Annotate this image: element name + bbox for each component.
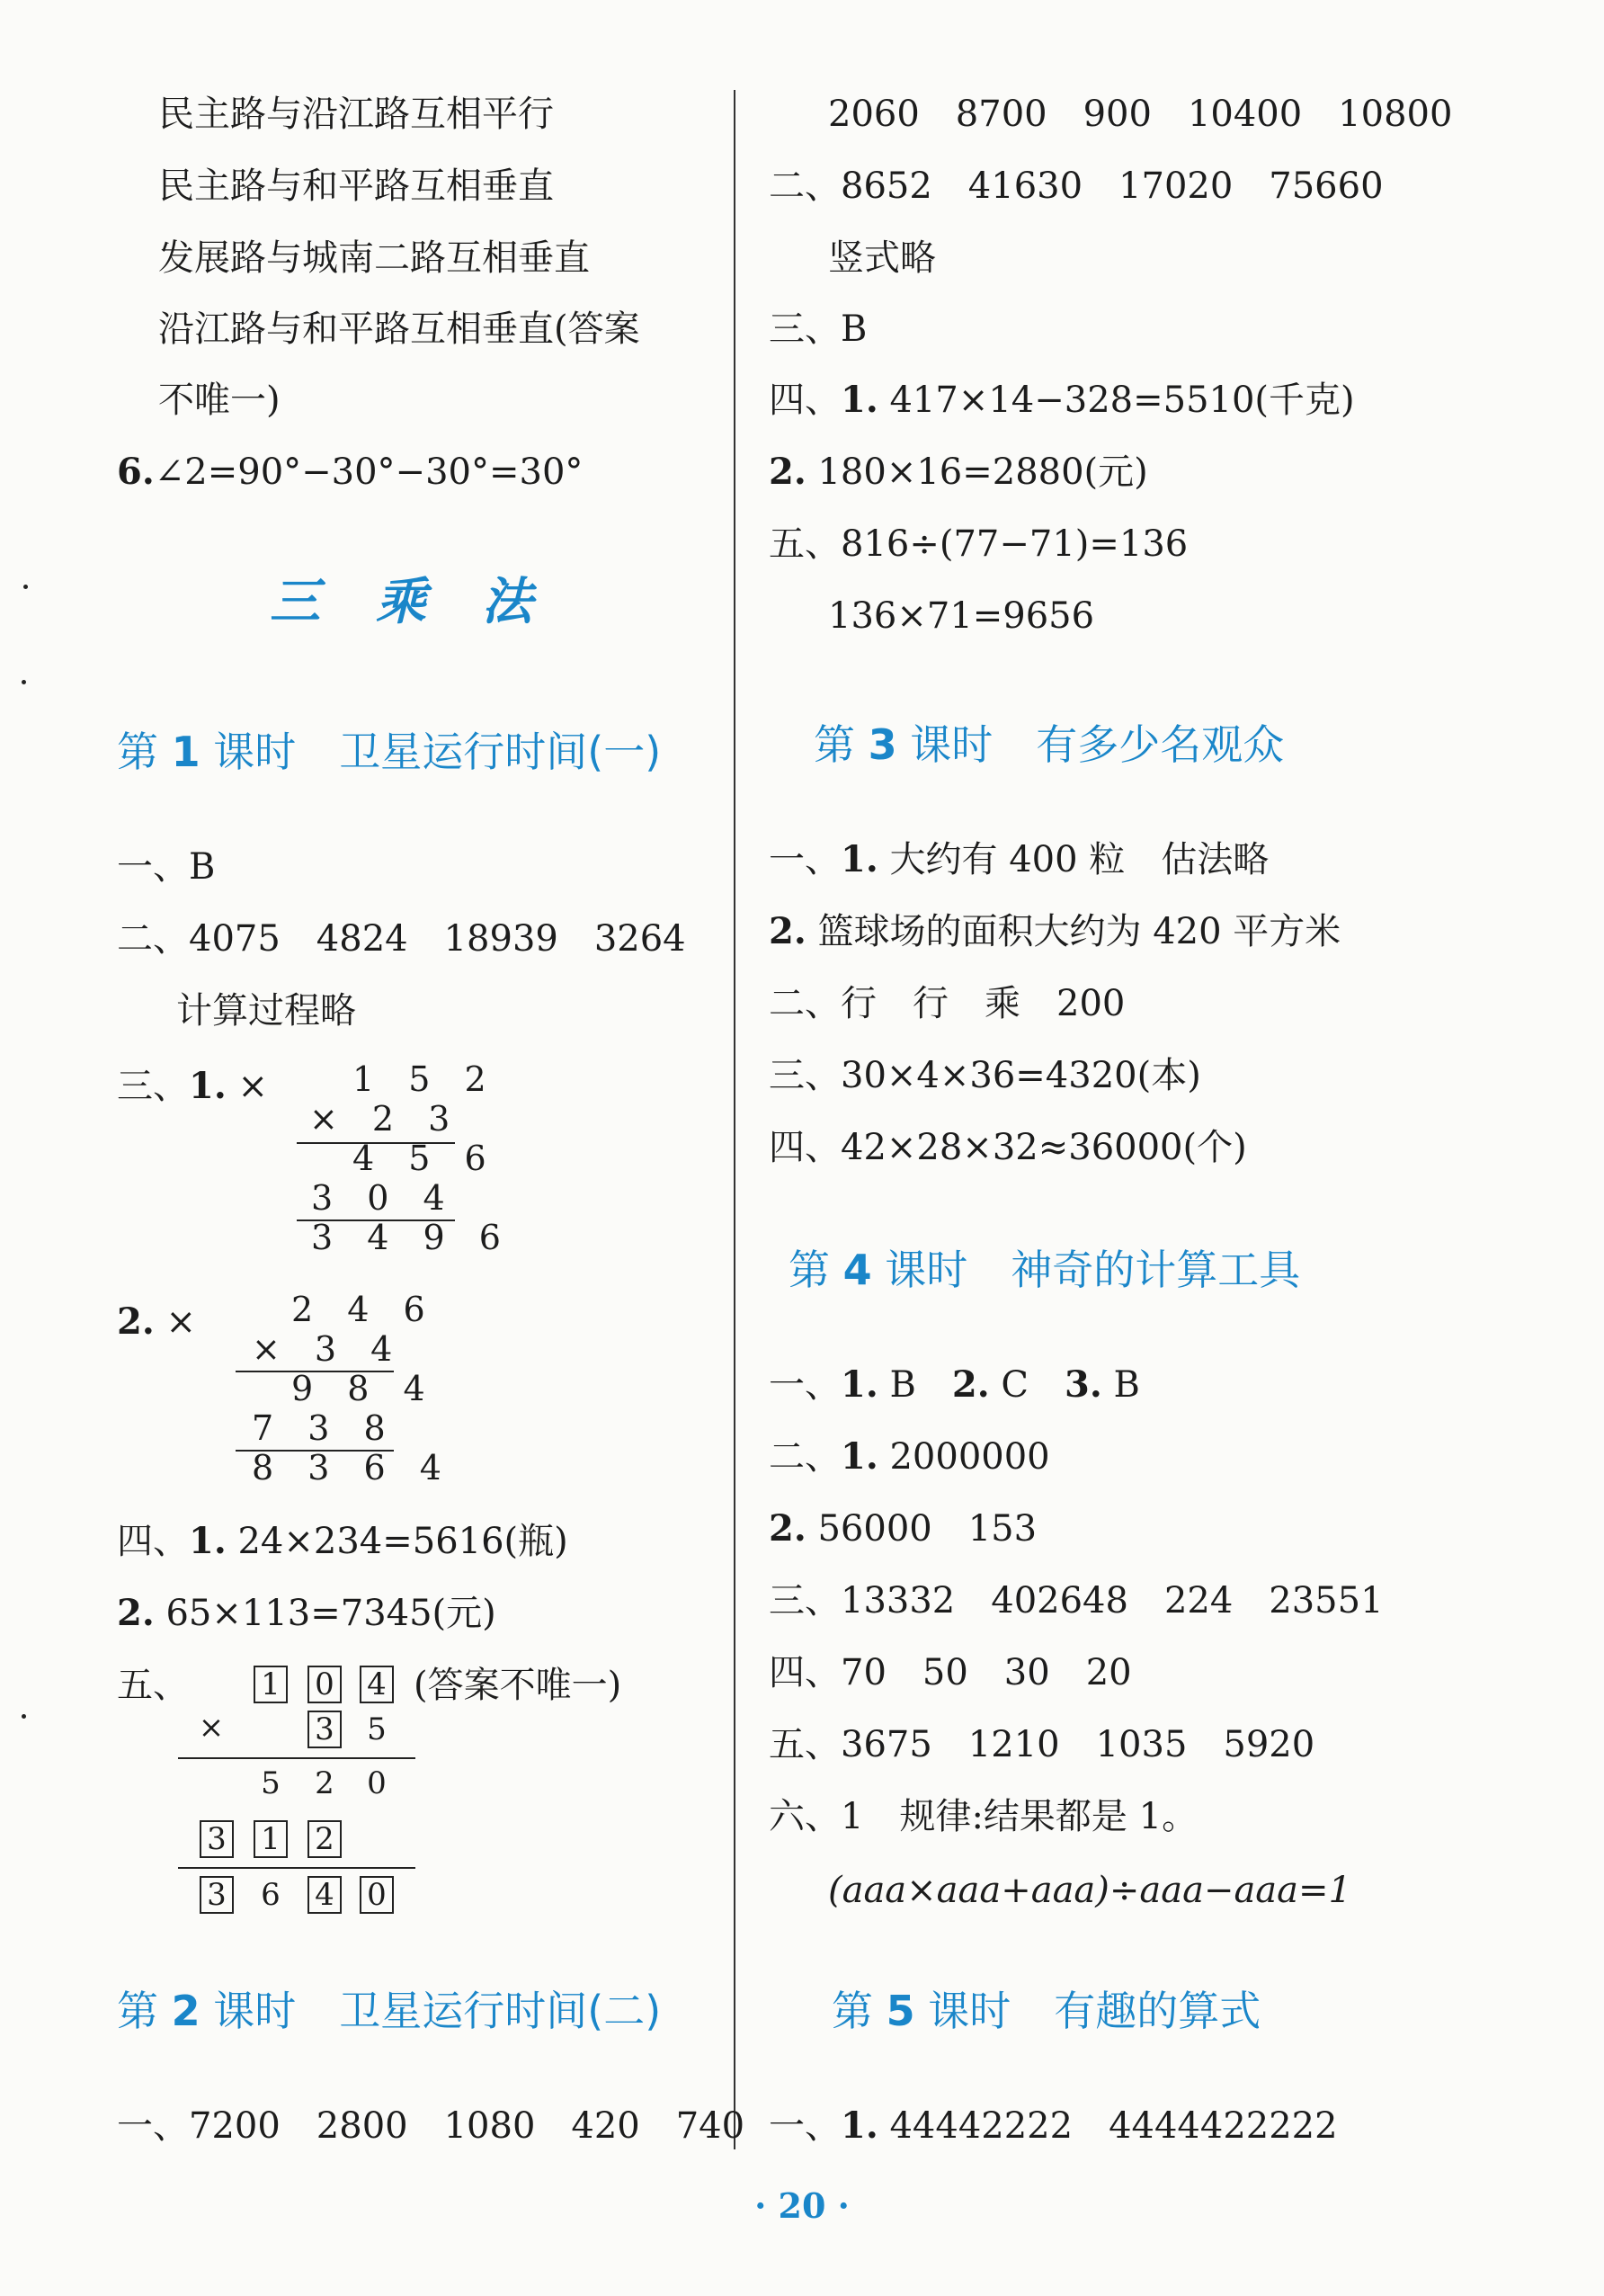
vm-row: 2 4 6 [291,1290,437,1329]
digit: 2 [315,1765,334,1801]
lesson-1-heading [117,719,661,779]
digit-box: 2 [307,1820,342,1858]
lesson-2-heading [117,1979,661,2038]
question-number: 1. [189,1065,227,1107]
answer-line: 二、4075 4824 18939 3264 [117,918,686,960]
question-4-1 [117,1516,568,1567]
question-5-prefix: 五、 [117,1665,189,1706]
cross-mark: × [237,1066,268,1107]
answer-text: 417×14−328=5510(千克) [889,380,1355,421]
column-divider [734,90,735,2149]
question-number: 2. [769,451,806,493]
answer-text: C [1001,1364,1029,1406]
question-2-2 [769,1504,1037,1554]
question-1-1 [769,2101,1338,2151]
lesson-number: 1 [171,728,200,776]
vm-row: 3 0 4 [311,1178,457,1218]
lesson-label: 课时 [910,720,994,769]
lesson-label: 第 [117,1987,158,2035]
question-prefix: 二、 [769,1436,841,1478]
question-number: 1. [841,2104,878,2147]
lesson-title: 有趣的算式 [1054,1987,1261,2035]
vm-row: 1 5 2 [352,1059,498,1099]
question-2-1 [769,1432,1050,1482]
answer-text: 2000000 [889,1436,1050,1478]
question-1 [769,1360,1140,1410]
lesson-5-heading [832,1979,1261,2038]
question-4-2 [769,447,1148,497]
answer-line: 竖式略 [828,237,936,279]
lesson-4-heading [789,1237,1300,1297]
cross-mark: × [165,1301,196,1343]
chapter-title: 三乘法 [270,572,588,631]
answer-line: 三、B [769,308,868,350]
vm-row: 3 4 9 6 [311,1218,512,1257]
vm-rule [178,1867,415,1869]
answer-text: 180×16=2880(元) [817,451,1148,493]
answer-line: 一、B [117,846,216,888]
digit-box: 1 [254,1820,288,1858]
digit-box: 3 [200,1876,234,1914]
page-number: · 20 · [754,2185,850,2226]
vm-row: 9 8 4 [291,1369,437,1408]
question-number: 2. [769,1507,806,1550]
question-6 [117,447,583,497]
scan-speck [22,1714,26,1719]
digit-box: 3 [307,1711,342,1748]
vm-rule [178,1757,415,1759]
lesson-3-heading [814,712,1284,772]
lesson-label: 课时 [213,1987,297,2035]
question-number: 2. [117,1592,155,1634]
lesson-label: 课时 [928,1987,1011,2035]
lesson-label: 第 [789,1246,830,1294]
answer-text: 篮球场的面积大约为 420 平方米 [817,911,1341,952]
digit-box: 4 [360,1666,394,1703]
digit-box: 1 [254,1666,288,1703]
answer-text: B [1113,1364,1140,1406]
question-prefix: 一、 [769,839,841,880]
question-number: 2. [951,1363,990,1406]
answer-line: 136×71=9656 [828,595,1095,637]
question-3-2 [117,1297,196,1347]
answer-text: ∠2=90°−30°−30°=30° [154,451,584,493]
question-1-1 [769,835,1269,885]
lesson-number: 4 [842,1246,872,1294]
lesson-label: 第 [832,1987,873,2035]
answer-text: 大约有 400 粒 估法略 [889,839,1270,880]
question-number: 6. [117,451,155,493]
times-sign: × [198,1710,225,1746]
digit: 5 [261,1765,281,1801]
question-prefix: 四、 [769,380,841,421]
lesson-number: 3 [868,720,897,769]
vm-row: 8 3 6 4 [252,1448,453,1487]
lesson-label: 第 [814,720,855,769]
answer-line: 计算过程略 [176,990,356,1032]
question-prefix: 四、 [117,1521,189,1562]
answer-line: 民主路与沿江路互相平行 [158,94,554,135]
question-number: 1. [841,838,878,880]
lesson-label: 课时 [885,1246,968,1294]
answer-line: 五、816÷(77−71)=136 [769,523,1189,565]
answer-line: 沿江路与和平路互相垂直(答案 [158,308,640,350]
lesson-label: 课时 [213,728,297,776]
answer-line: 三、30×4×36=4320(本) [769,1055,1201,1096]
question-number: 1. [841,1363,878,1406]
vm-row: 4 5 6 [352,1139,498,1178]
question-number: 2. [769,910,806,952]
vm-row: × 3 4 [252,1329,405,1369]
scan-speck [23,585,28,589]
question-prefix: 三、 [117,1066,189,1107]
digit: 0 [367,1765,387,1801]
question-number: 1. [841,1435,878,1478]
answer-line: 五、3675 1210 1035 5920 [769,1724,1315,1765]
answer-line: 三、13332 402648 224 23551 [769,1580,1384,1621]
answer-text: B [889,1364,916,1406]
answer-line: 四、70 50 30 20 [769,1652,1132,1693]
lesson-title: 卫星运行时间(二) [339,1987,662,2035]
lesson-title: 神奇的计算工具 [1011,1246,1301,1294]
digit-box: 3 [200,1820,234,1858]
answer-line: 二、8652 41630 17020 75660 [769,165,1384,207]
lesson-label: 第 [117,728,158,776]
answer-text: 56000 153 [817,1508,1038,1550]
answer-line: 四、42×28×32≈36000(个) [769,1127,1247,1168]
question-number: 3. [1064,1363,1102,1406]
digit-box: 4 [307,1876,342,1914]
lesson-title: 有多少名观众 [1036,720,1285,769]
question-1-2 [769,907,1341,957]
answer-note: (答案不唯一) [414,1665,622,1706]
answer-text: 24×234=5616(瓶) [237,1521,568,1562]
answer-line: 发展路与城南二路互相垂直 [158,237,590,279]
answer-formula: (aaa×aaa+aaa)÷aaa−aaa=1 [828,1870,1351,1911]
digit: 5 [367,1711,387,1747]
digit: 6 [261,1877,281,1913]
question-prefix: 一、 [769,1364,841,1406]
answer-text: 44442222 4444422222 [889,2105,1338,2147]
answer-line: 六、1 规律:结果都是 1。 [769,1796,1199,1837]
vm-row: × 2 3 [309,1099,462,1139]
scan-speck [22,680,26,684]
answer-line: 二、行 行 乘 200 [769,983,1126,1024]
lesson-number: 2 [171,1987,200,2035]
answer-text: 65×113=7345(元) [165,1593,496,1634]
answer-line: 民主路与和平路互相垂直 [158,165,554,207]
lesson-number: 5 [886,1987,915,2035]
question-prefix: 一、 [769,2105,841,2147]
digit-box: 0 [307,1666,342,1703]
question-4-2 [117,1588,496,1639]
answer-line: 不唯一) [158,380,281,421]
lesson-title: 卫星运行时间(一) [339,728,662,776]
question-number: 2. [117,1300,155,1343]
question-number: 1. [189,1520,227,1562]
answer-line: 一、7200 2800 1080 420 740 [117,2105,745,2147]
vm-row: 7 3 8 [252,1408,397,1448]
question-3-1 [117,1061,268,1112]
question-number: 1. [841,379,878,421]
question-4-1 [769,375,1355,425]
digit-box: 0 [360,1876,394,1914]
answer-line: 2060 8700 900 10400 10800 [828,94,1453,135]
